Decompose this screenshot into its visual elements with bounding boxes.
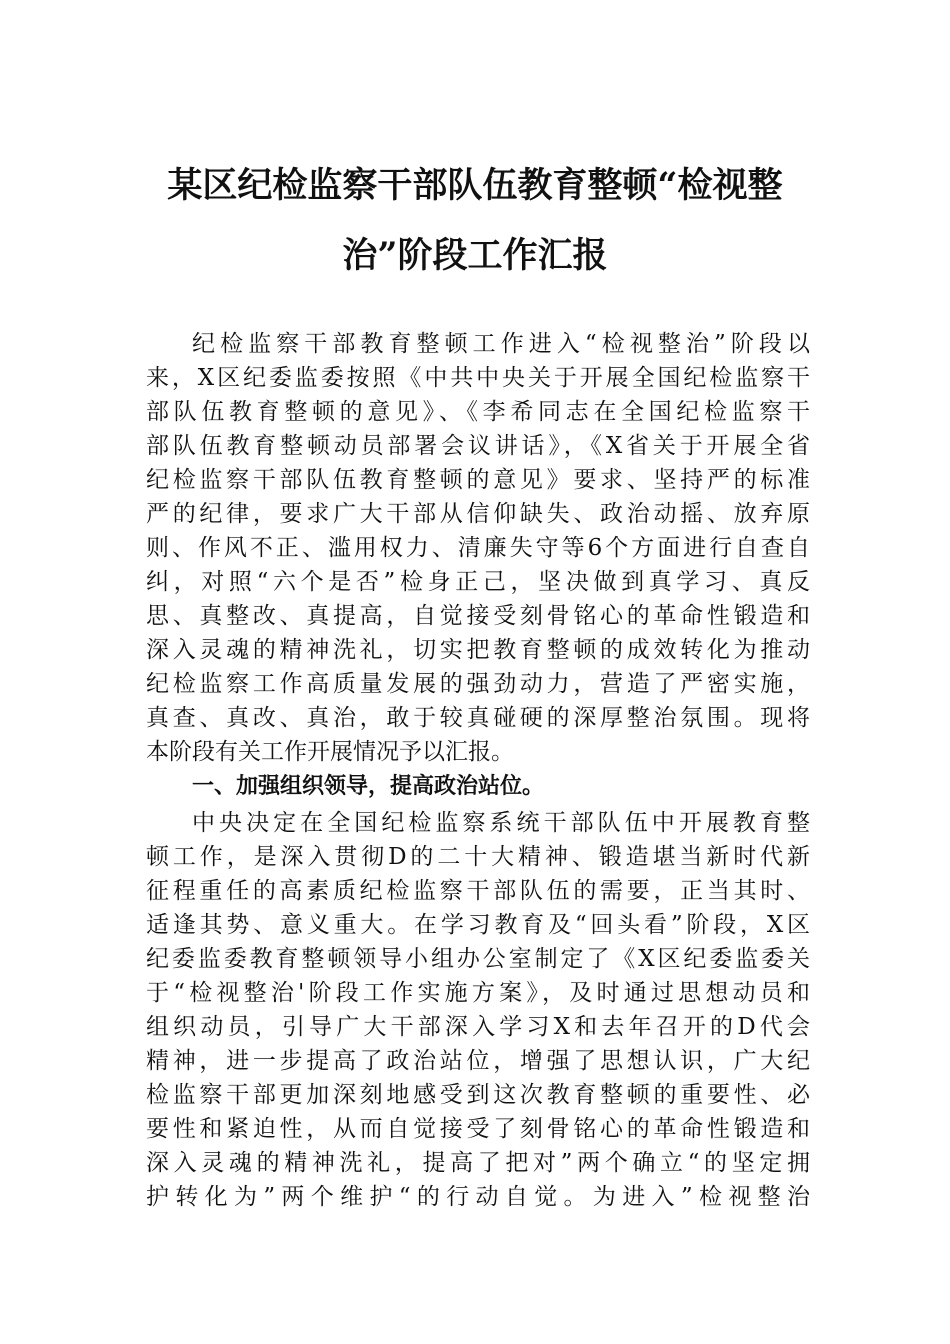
paragraph-2-line: 中央决定在全国纪检监察系统干部队伍中开展教育整: [192, 810, 810, 836]
document-title-line-2: 治”阶段工作汇报: [342, 235, 608, 276]
paragraph-1-line: 真查、真改、真治，敢于较真碰硬的深厚整治氛围。现将: [146, 705, 810, 731]
paragraph-2-line: 于“检视整治'阶段工作实施方案》，及时通过思想动员和: [146, 980, 810, 1006]
paragraph-2-line: 要性和紧迫性，从而自觉接受了刻骨铭心的革命性锻造和: [146, 1116, 810, 1142]
paragraph-1-line: 严的纪律，要求广大干部从信仰缺失、政治动摇、放弃原: [146, 501, 810, 527]
paragraph-1-line: 则、作风不正、滥用权力、清廉失守等6个方面进行自查自: [146, 535, 810, 561]
paragraph-2-line: 精神，进一步提高了政治站位，增强了思想认识，广大纪: [146, 1048, 810, 1074]
document-title-line-1: 某区纪检监察干部队伍教育整顿“检视整: [167, 165, 783, 206]
section-heading-1: 一、加强组织领导，提高政治站位。: [192, 774, 545, 799]
paragraph-2-line: 深入灵魂的精神洗礼，提高了把对”两个确立“的坚定拥: [146, 1150, 810, 1176]
paragraph-1-line: 思、真整改、真提高，自觉接受刻骨铭心的革命性锻造和: [146, 603, 810, 629]
paragraph-1-line: 纠，对照“六个是否”检身正己，坚决做到真学习、真反: [146, 569, 810, 595]
paragraph-1-line: 来，X区纪委监委按照《中共中央关于开展全国纪检监察干: [146, 365, 810, 391]
paragraph-1-line: 部队伍教育整顿动员部署会议讲话》，《X省关于开展全省: [146, 433, 810, 459]
paragraph-1-line: 纪检监察工作高质量发展的强劲动力，营造了严密实施，: [146, 671, 810, 697]
paragraph-1-line: 纪检监察干部队伍教育整顿的意见》要求、坚持严的标准: [146, 467, 810, 493]
paragraph-1-line: 部队伍教育整顿的意见》、《李希同志在全国纪检监察干: [146, 399, 810, 425]
paragraph-2-line: 顿工作，是深入贯彻D的二十大精神、锻造堪当新时代新: [146, 844, 810, 870]
paragraph-2-line: 适逢其势、意义重大。在学习教育及“回头看”阶段，X区: [146, 912, 810, 938]
paragraph-1-line: 深入灵魂的精神洗礼，切实把教育整顿的成效转化为推动: [146, 637, 810, 663]
paragraph-1-line: 本阶段有关工作开展情况予以汇报。: [146, 739, 514, 765]
paragraph-2-line: 纪委监委教育整顿领导小组办公室制定了《X区纪委监委关: [146, 946, 810, 972]
paragraph-1-line: 纪检监察干部教育整顿工作进入“检视整治”阶段以: [192, 331, 810, 357]
paragraph-2-line: 征程重任的高素质纪检监察干部队伍的需要，正当其时、: [146, 878, 810, 904]
paragraph-2-line: 组织动员，引导广大干部深入学习X和去年召开的D代会: [146, 1014, 810, 1040]
paragraph-2-line: 护转化为”两个维护“的行动自觉。为进入”检视整治: [146, 1184, 810, 1210]
paragraph-2-line: 检监察干部更加深刻地感受到这次教育整顿的重要性、必: [146, 1082, 810, 1108]
